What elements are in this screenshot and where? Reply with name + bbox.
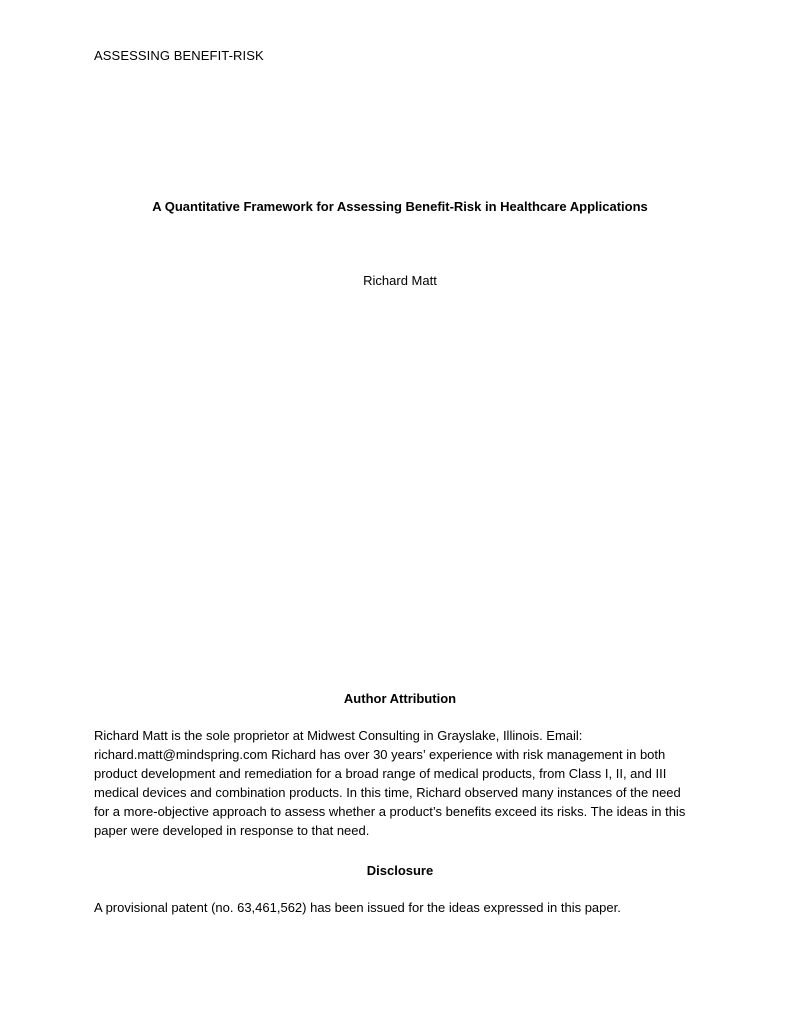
author-attribution-heading: Author Attribution xyxy=(343,691,457,706)
author-name: Richard Matt xyxy=(363,273,437,288)
paragraph-line: richard.matt@mindspring.com Richard has over 30 years’ experience with risk management in both xyxy=(94,747,666,762)
paragraph-line: for a more-objective approach to assess whether a product’s benefits exceed its risks. The ideas in this xyxy=(94,804,686,819)
running-head: ASSESSING BENEFIT-RISK xyxy=(94,48,264,63)
paper-title: A Quantitative Framework for Assessing Benefit-Risk in Healthcare Applications xyxy=(152,199,648,214)
paragraph-line: paper were developed in response to that need. xyxy=(94,823,370,838)
disclosure-paragraph: A provisional patent (no. 63,461,562) has been issued for the ideas expressed in this paper. xyxy=(94,900,621,915)
paragraph-line: Richard Matt is the sole proprietor at Midwest Consulting in Grayslake, Illinois. Email: xyxy=(94,728,583,743)
author-attribution-paragraph xyxy=(94,726,706,840)
paragraph-line: medical devices and combination products. In this time, Richard observed many instances of the need xyxy=(94,785,681,800)
disclosure-heading: Disclosure xyxy=(366,863,434,878)
paragraph-line: product development and remediation for a broad range of medical products, from Class I, II, and III xyxy=(94,766,667,781)
